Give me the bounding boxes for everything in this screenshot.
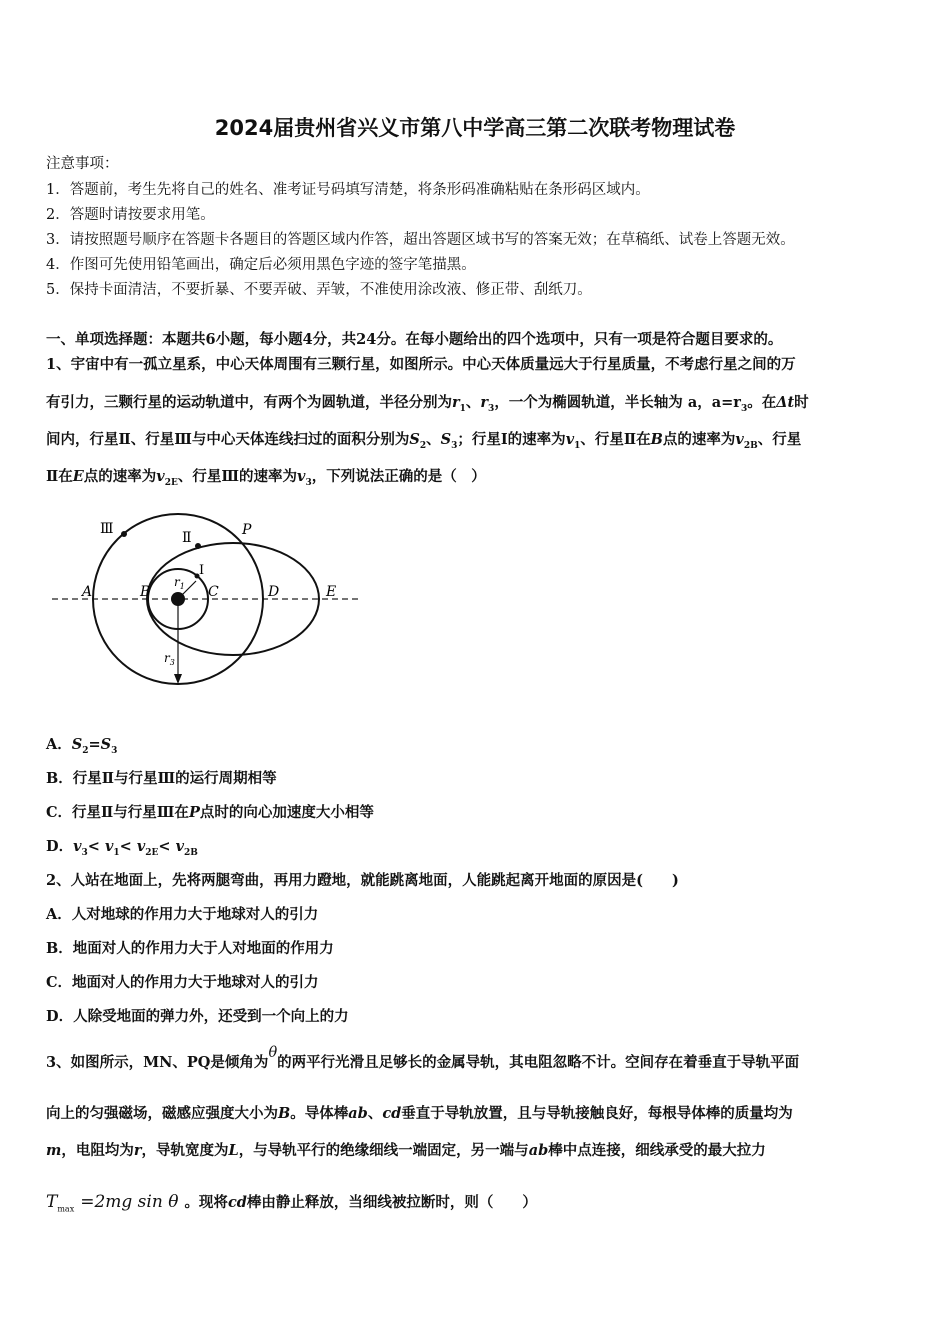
- q2-option-c: C．地面对人的作用力大于地球对人的引力: [46, 974, 319, 991]
- planet-III: [121, 531, 127, 537]
- label-A: A: [82, 584, 93, 600]
- q1-option-c: C．行星Ⅱ与行星Ⅲ在P点时的向心加速度大小相等: [46, 804, 374, 821]
- label-r1: $r_1$: [174, 575, 185, 591]
- orbit-diagram: [46, 510, 376, 690]
- q3-line-4: $T_{max} =2mg$ sin θ 。现将cd棒由静止释放，当细线被拉断时，则（ ）: [46, 1192, 537, 1214]
- label-II: Ⅱ: [182, 530, 192, 546]
- notice-item-1: 1．答题前，考生先将自己的姓名、准考证号码填写清楚，将条形码准确粘贴在条形码区域内。: [46, 182, 650, 198]
- label-C: C: [208, 584, 219, 600]
- page-title: 2024届贵州省兴义市第八中学高三第二次联考物理试卷: [214, 116, 736, 140]
- tension-formula: $T_{max} =2mg$ sin θ: [46, 1192, 179, 1214]
- q1-option-d: D．$v_3< v_1< v_{2E}< v_{2B}$: [46, 838, 198, 858]
- notice-item-3: 3．请按照题号顺序在答题卡各题目的答题区域内作答，超出答题区域书写的答案无效；在草稿纸、试卷上答题无效。: [46, 232, 795, 248]
- notice-heading: 注意事项：: [46, 156, 119, 172]
- notice-item-4: 4．作图可先使用铅笔画出，确定后必须用黑色字迹的签字笔描黑。: [46, 257, 476, 273]
- notice-item-2: 2．答题时请按要求用笔。: [46, 207, 215, 223]
- q2-option-b: B．地面对人的作用力大于人对地面的作用力: [46, 940, 334, 957]
- label-III: Ⅲ: [100, 521, 114, 537]
- q2-stem: 2、人站在地面上，先将两腿弯曲，再用力蹬地，就能跳离地面，人能跳起离开地面的原因是( ): [46, 872, 679, 889]
- r3-arrow: [174, 674, 182, 684]
- q1-line-3: 间内，行星Ⅱ、行星Ⅲ与中心天体连线扫过的面积分别为$S_2$、$S_3$；行星Ⅰ的速率为$v_1$、行星Ⅱ在B点的速率为$v_{2B}$、行星: [46, 431, 802, 451]
- q1-line-2: 有引力，三颗行星的运动轨道中，有两个为圆轨道，半径分别为$r_1$、$r_3$，一个为椭圆轨道，半长轴为 a，$a=r_3$。在Δt时: [46, 394, 809, 414]
- q1-line-4: Ⅱ在E点的速率为$v_{2E}$、行星Ⅲ的速率为$v_3$，下列说法正确的是（ ）: [46, 468, 486, 488]
- q1-option-a: A．$S_2=S_3$: [46, 736, 118, 756]
- section-heading: 一、单项选择题：本题共6小题，每小题4分，共24分。在每小题给出的四个选项中，只有一项是符合题目要求的。: [46, 331, 783, 348]
- q1-line-1: 1、宇宙中有一孤立星系，中心天体周围有三颗行星，如图所示。中心天体质量远大于行星质量，不考虑行星之间的万: [46, 356, 796, 373]
- label-P: P: [242, 522, 252, 538]
- q3-line-3: m，电阻均为r，导轨宽度为L，与导轨平行的绝缘细线一端固定，另一端与ab棒中点连接，细线承受的最大拉力: [46, 1142, 766, 1159]
- label-r3: $r_3$: [164, 651, 175, 667]
- planet-II: [195, 543, 201, 549]
- label-I: Ⅰ: [199, 563, 205, 578]
- q2-option-a: A．人对地球的作用力大于地球对人的引力: [46, 906, 319, 923]
- label-E: E: [326, 584, 337, 600]
- label-B: B: [140, 584, 151, 600]
- label-D: D: [268, 584, 280, 600]
- q3-line-2: 向上的匀强磁场，磁感应强度大小为B。导体棒ab、cd垂直于导轨放置，且与导轨接触良好，每根导体棒的质量均为: [46, 1105, 793, 1122]
- q2-option-d: D．人除受地面的弹力外，还受到一个向上的力: [46, 1008, 349, 1025]
- notice-item-5: 5．保持卡面清洁，不要折暴、不要弄破、弄皱，不准使用涂改液、修正带、刮纸刀。: [46, 282, 592, 298]
- q1-option-b: B．行星Ⅱ与行星Ⅲ的运行周期相等: [46, 770, 277, 787]
- q3-line-1: 3、如图所示，MN、PQ是倾角为θ的两平行光滑且足够长的金属导轨，其电阻忽略不计。空间存在着垂直于导轨平面: [46, 1045, 800, 1071]
